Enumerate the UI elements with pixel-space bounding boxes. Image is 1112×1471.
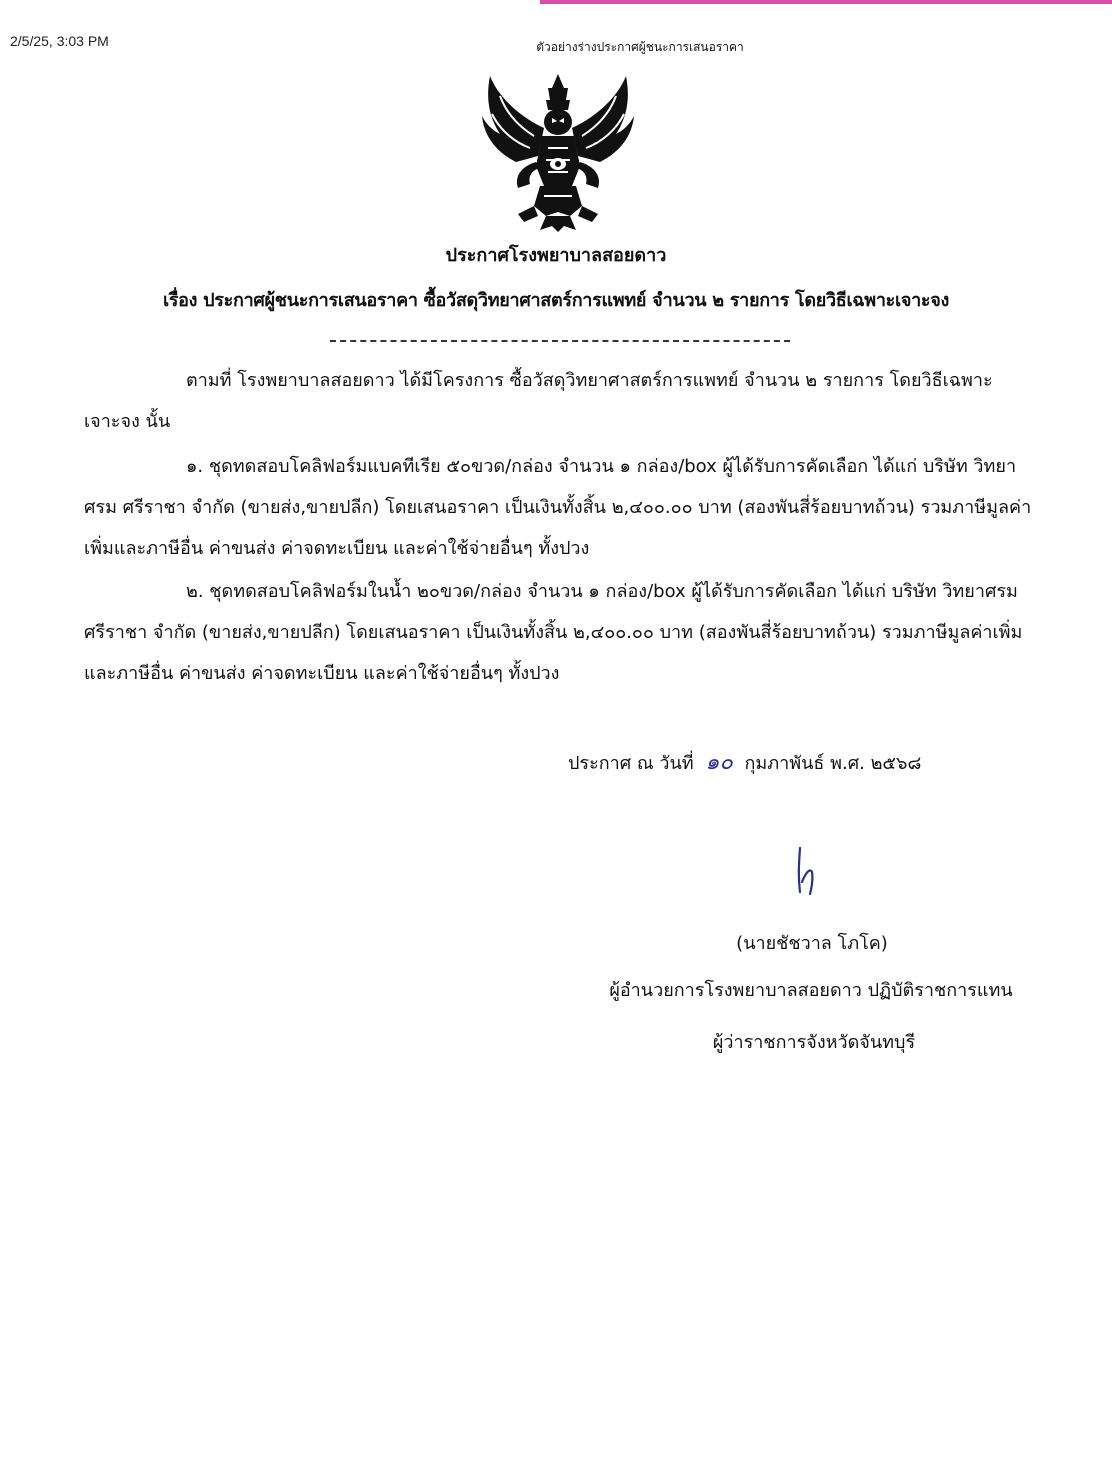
announcement-title: ประกาศโรงพยาบาลสอยดาว	[445, 245, 667, 266]
document-header-note: ตัวอย่างร่างประกาศผู้ชนะการเสนอราคา	[536, 40, 744, 54]
item-text-2: ๒. ชุดทดสอบโคลิฟอร์มในน้ำ ๒๐ขวด/กล่อง จำนวน ๑ กล่อง/box ผู้ได้รับการคัดเลือก ได้แก่ บริษัท วิทยาศรม ศรีราชา จำกัด (ขายส่ง,ขายปลีก) โดยเสนอราคา เป็นเงินทั้งสิ้น ๒,๔๐๐.๐๐ บาท (สองพันสี่ร้อยบาทถ้วน) รวมภาษีมูลค่าเพิ่มและภาษีอื่น ค่าขนส่ง ค่าจดทะเบียน และค่าใช้จ่ายอื่นๆ ทั้งปวง	[84, 581, 1023, 684]
signature-mark	[786, 842, 826, 902]
dashed-divider	[330, 340, 790, 342]
intro-text: ตามที่ โรงพยาบาลสอยดาว ได้มีโครงการ ซื้อวัสดุวิทยาศาสตร์การแพทย์ จำนวน ๒ รายการ โดยวิธีเฉพาะเจาะจง นั้น	[84, 370, 993, 432]
item-paragraph-1	[84, 446, 1034, 569]
date-prefix: ประกาศ ณ วันที่	[568, 753, 694, 774]
garuda-emblem-icon	[478, 66, 638, 236]
signer-position-line1: ผู้อำนวยการโรงพยาบาลสอยดาว ปฏิบัติราชการแทน	[609, 980, 1013, 1001]
date-day-handwritten: ๑๐	[705, 750, 733, 775]
signer-position-line2: ผู้ว่าราชการจังหวัดจันทบุรี	[712, 1032, 916, 1053]
top-edge-strip	[540, 0, 1112, 4]
print-timestamp: 2/5/25, 3:03 PM	[10, 33, 109, 49]
item-text-1: ๑. ชุดทดสอบโคลิฟอร์มแบคทีเรีย ๕๐ขวด/กล่อง จำนวน ๑ กล่อง/box ผู้ได้รับการคัดเลือก ได้แก่ บริษัท วิทยาศรม ศรีราชา จำกัด (ขายส่ง,ขายปลีก) โดยเสนอราคา เป็นเงินทั้งสิ้น ๒,๔๐๐.๐๐ บาท (สองพันสี่ร้อยบาทถ้วน) รวมภาษีมูลค่าเพิ่มและภาษีอื่น ค่าขนส่ง ค่าจดทะเบียน และค่าใช้จ่ายอื่นๆ ทั้งปวง	[84, 456, 1032, 559]
item-paragraph-2	[84, 571, 1034, 694]
signer-name: (นายชัชวาล โภโค)	[736, 933, 888, 954]
date-suffix: กุมภาพันธ์ พ.ศ. ๒๕๖๘	[744, 753, 922, 774]
intro-paragraph	[84, 360, 1034, 442]
announcement-subject: เรื่อง ประกาศผู้ชนะการเสนอราคา ซื้อวัสดุวิทยาศาสตร์การแพทย์ จำนวน ๒ รายการ โดยวิธีเฉพาะเจาะจง	[162, 290, 950, 311]
announcement-date	[568, 744, 921, 779]
